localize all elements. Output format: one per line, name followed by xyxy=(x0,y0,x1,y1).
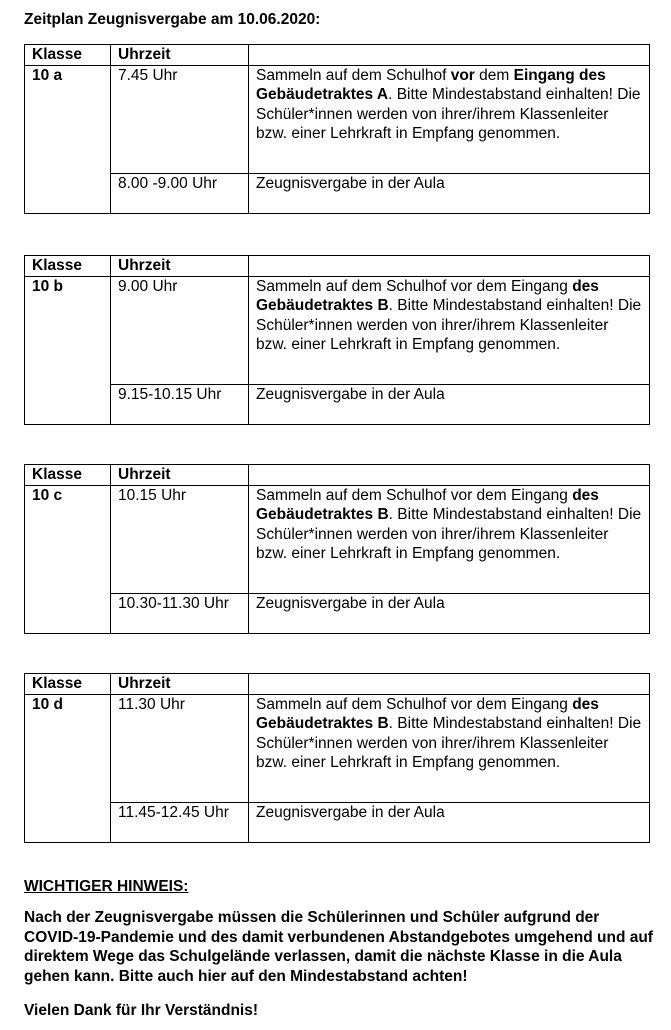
description-cell: Zeugnisvergabe in der Aula xyxy=(249,173,650,213)
time-cell: 11.45-12.45 Uhr xyxy=(111,802,249,842)
time-cell: 11.30 Uhr xyxy=(111,694,249,802)
description-cell: Zeugnisvergabe in der Aula xyxy=(249,802,650,842)
table-header-row xyxy=(25,45,650,66)
schedule-table xyxy=(24,255,650,425)
table-row xyxy=(25,173,650,213)
table-header-row xyxy=(25,256,650,277)
header-klasse: Klasse xyxy=(25,674,111,695)
thanks-line: Vielen Dank für Ihr Verständnis! xyxy=(24,1002,259,1019)
table-row xyxy=(25,276,650,384)
time-cell: 10.30-11.30 Uhr xyxy=(111,593,249,633)
schedule-table xyxy=(24,673,650,843)
header-klasse: Klasse xyxy=(25,256,111,277)
class-cell: 10 b xyxy=(25,276,111,424)
header-uhrzeit: Uhrzeit xyxy=(111,45,249,66)
table-row xyxy=(25,694,650,802)
header-uhrzeit: Uhrzeit xyxy=(111,256,249,277)
notice-body: Nach der Zeugnisvergabe müssen die Schülerinnen und Schüler aufgrund der COVID-19-Pandemie und des damit verbundenen Abstandgebotes umgehend und auf direktem Wege das Schulgelände verlassen, damit die nächste Klasse in die Aula gehen kann. Bitte auch hier auf den Mindestabstand achten! xyxy=(24,909,653,985)
header-empty xyxy=(249,45,650,66)
table-row xyxy=(25,485,650,593)
table-header-row xyxy=(25,674,650,695)
description-cell: Sammeln auf dem Schulhof vor dem Eingang des Gebäudetraktes B. Bitte Mindestabstand einhalten! Die Schüler*innen werden von ihrer/ihrem Klassenleiter bzw. einer Lehrkraft in Empfang genommen. xyxy=(249,485,650,593)
table-row xyxy=(25,384,650,424)
table-row xyxy=(25,593,650,633)
time-cell: 7.45 Uhr xyxy=(111,65,249,173)
class-cell: 10 c xyxy=(25,485,111,633)
header-empty xyxy=(249,674,650,695)
header-uhrzeit: Uhrzeit xyxy=(111,465,249,486)
schedule-table xyxy=(24,44,650,214)
table-row xyxy=(25,65,650,173)
description-cell: Sammeln auf dem Schulhof vor dem Eingang des Gebäudetraktes B. Bitte Mindestabstand einhalten! Die Schüler*innen werden von ihrer/ihrem Klassenleiter bzw. einer Lehrkraft in Empfang genommen. xyxy=(249,694,650,802)
table-header-row xyxy=(25,465,650,486)
time-cell: 9.15-10.15 Uhr xyxy=(111,384,249,424)
time-cell: 9.00 Uhr xyxy=(111,276,249,384)
header-empty xyxy=(249,465,650,486)
description-cell: Zeugnisvergabe in der Aula xyxy=(249,593,650,633)
table-row xyxy=(25,802,650,842)
description-cell: Zeugnisvergabe in der Aula xyxy=(249,384,650,424)
header-empty xyxy=(249,256,650,277)
header-klasse: Klasse xyxy=(25,45,111,66)
time-cell: 10.15 Uhr xyxy=(111,485,249,593)
page-title: Zeitplan Zeugnisvergabe am 10.06.2020: xyxy=(24,11,321,28)
header-uhrzeit: Uhrzeit xyxy=(111,674,249,695)
header-klasse: Klasse xyxy=(25,465,111,486)
schedule-table xyxy=(24,464,650,634)
notice-heading: WICHTIGER HINWEIS: xyxy=(24,878,189,895)
description-cell: Sammeln auf dem Schulhof vor dem Eingang des Gebäudetraktes B. Bitte Mindestabstand einhalten! Die Schüler*innen werden von ihrer/ihrem Klassenleiter bzw. einer Lehrkraft in Empfang genommen. xyxy=(249,276,650,384)
description-cell: Sammeln auf dem Schulhof vor dem Eingang des Gebäudetraktes A. Bitte Mindestabstand einhalten! Die Schüler*innen werden von ihrer/ihrem Klassenleiter bzw. einer Lehrkraft in Empfang genommen. xyxy=(249,65,650,173)
time-cell: 8.00 -9.00 Uhr xyxy=(111,173,249,213)
class-cell: 10 a xyxy=(25,65,111,213)
class-cell: 10 d xyxy=(25,694,111,842)
